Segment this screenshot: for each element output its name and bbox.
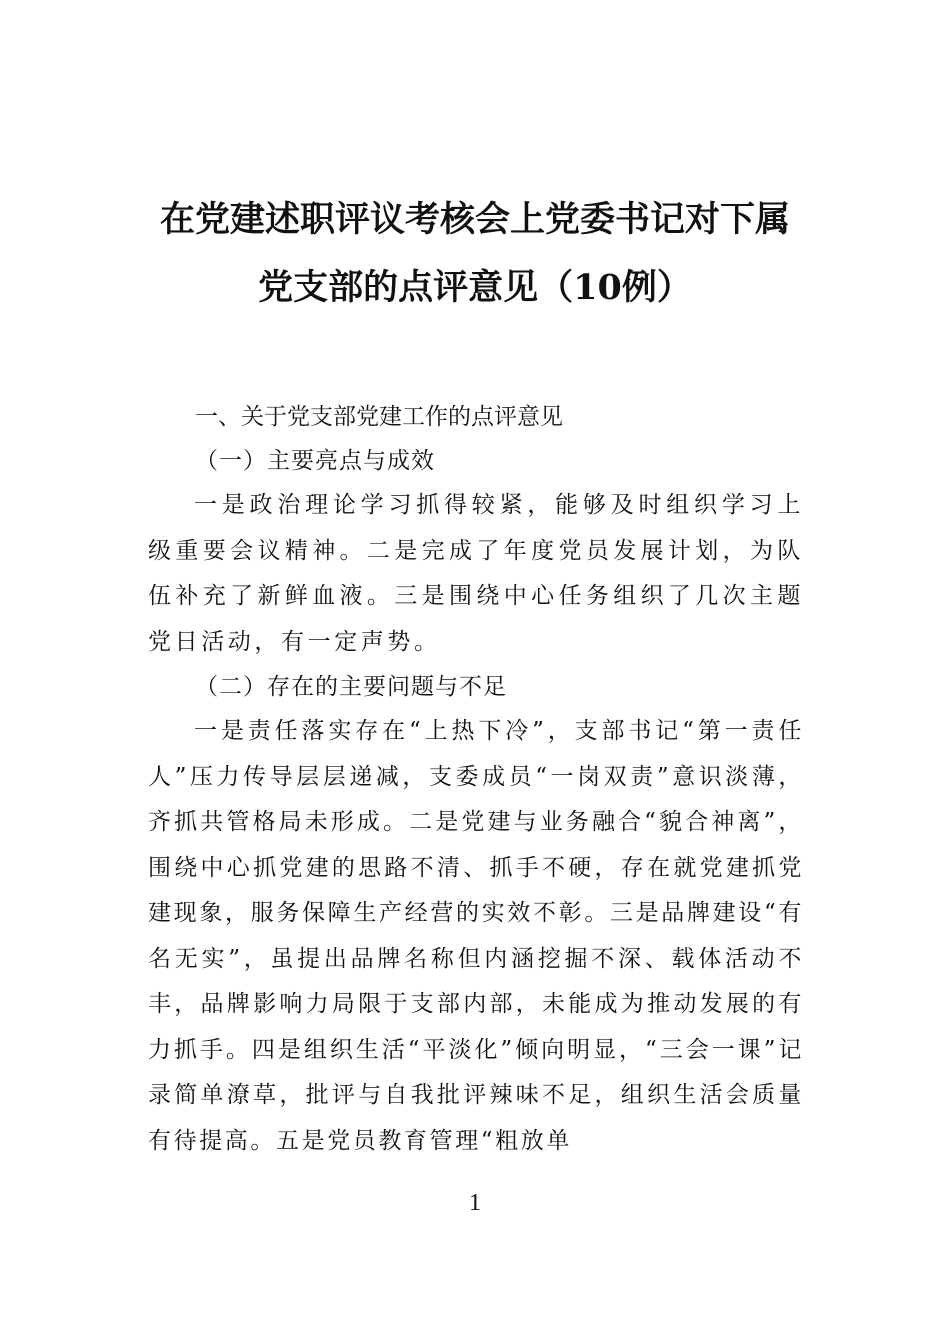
document-body bbox=[148, 395, 804, 1164]
page-number: 1 bbox=[469, 1190, 481, 1216]
document-title-line-1: 在党建述职评议考核会上党委书记对下属 bbox=[159, 199, 790, 240]
paragraph-problems: 一是责任落实存在“上热下冷”，支部书记“第一责任人”压力传导层层递减，支委成员“一岗双责”意识淡薄，齐抓共管格局未形成。二是党建与业务融合“貌合神离”，围绕中心抓党建的思路不清、抓手不硬，存在就党建抓党建现象，服务保障生产经营的实效不彰。三是品牌建设“有名无实”，虽提出品牌名称但内涵挖掘不深、载体活动不丰，品牌影响力局限于支部内部，未能成为推动发展的有力抓手。四是组织生活“平淡化”倾向明显，“三会一课”记录简单潦草，批评与自我批评辣味不足，组织生活会质量有待提高。五是党员教育管理“粗放单 bbox=[148, 718, 804, 1154]
paragraph-highlights: 一是政治理论学习抓得较紧，能够及时组织学习上级重要会议精神。二是完成了年度党员发展计划，为队伍补充了新鲜血液。三是围绕中心任务组织了几次主题党日活动，有一定声势。 bbox=[148, 492, 804, 655]
subsection-heading-highlights: （一）主要亮点与成效 bbox=[195, 448, 435, 474]
subsection-heading-problems: （二）存在的主要问题与不足 bbox=[195, 674, 507, 700]
section-heading: 一、关于党支部党建工作的点评意见 bbox=[195, 404, 563, 430]
document-title-line-2: 党支部的点评意见（10例） bbox=[258, 267, 692, 308]
